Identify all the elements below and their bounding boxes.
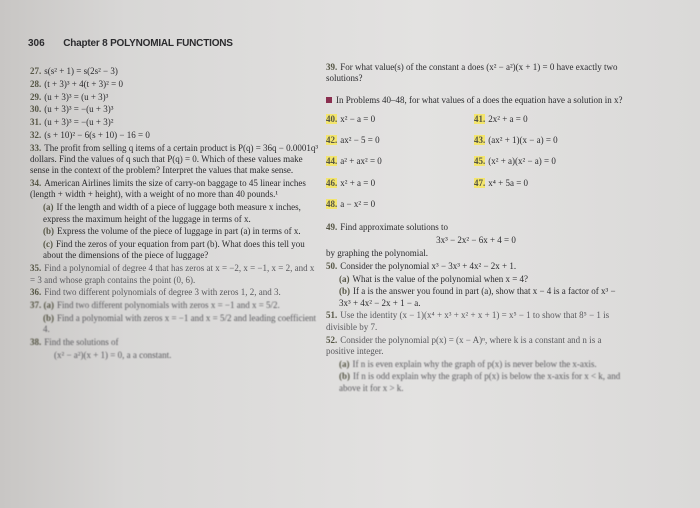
problem-27: 27. s(s² + 1) = s(2s² − 3): [30, 66, 118, 76]
problem-49-tail: by graphing the polynomial.: [326, 247, 428, 258]
problems-40-48: [326, 114, 626, 210]
problem-31: 31. (u + 3)³ = −(u + 3)²: [30, 117, 114, 128]
problem-46: 46. x² + a = 0: [326, 177, 376, 188]
problem-52b: (b) If n is odd explain why the graph of p(x) is below the x-axis for x < k, and above it for x > k.: [339, 371, 621, 393]
problem-43: 43. (ax² + 1)(x − a) = 0: [474, 135, 558, 146]
problem-28: 28. (t + 3)³ + 4(t + 3)² = 0: [30, 78, 123, 89]
problem-45: 45. (x² + a)(x² − a) = 0: [474, 156, 556, 167]
problem-52a: (a) If n is even explain why the graph of p(x) is never below the x-axis.: [339, 358, 597, 369]
problem-30: 30. (u + 3)³ = −(u + 3)³: [30, 104, 114, 115]
problem-34a: (a) If the length and width of a piece of luggage both measure x inches, express the maximum height of the luggage in terms of x.: [43, 202, 301, 224]
problem-52: 52. Consider the polynomial p(x) = (x − A)ⁿ, where k is a constant and n is a positive integer.: [326, 334, 602, 356]
problem-50b: (b) If a is the answer you found in part (a), show that x − 4 is a factor of x³ − 3x³ + 4x² − 2x + 1 − a.: [339, 286, 616, 308]
left-column: [30, 66, 320, 363]
problem-34: 34. American Airlines limits the size of carry-on baggage to 45 linear inches (length + width + height), with a weight of no more than 40 pounds.¹: [30, 178, 306, 200]
problem-37b: (b) Find a polynomial with zeros x = −1 and x = 5/2 and leading coefficient 4.: [43, 312, 317, 335]
problem-38-equation: (x² − a²)(x + 1) = 0, a a constant.: [54, 349, 172, 360]
page-number: 306: [28, 38, 45, 49]
chapter-title: Chapter 8 POLYNOMIAL FUNCTIONS: [63, 38, 233, 49]
page-header: [28, 38, 233, 49]
problem-49-equation: 3x³ − 2x² − 6x + 4 = 0: [436, 235, 516, 246]
problem-47: 47. x⁴ + 5a = 0: [474, 177, 529, 188]
problem-42: 42. ax² − 5 = 0: [326, 135, 380, 146]
problem-49: 49. Find approximate solutions to: [326, 222, 448, 233]
problem-51: 51. Use the identity (x − 1)(x⁴ + x³ + x² + x + 1) = x⁵ − 1 to show that 8⁵ − 1 is divisible by 7.: [326, 310, 610, 332]
problem-41: 41. 2x² + a = 0: [474, 113, 528, 124]
problem-29: 29. (u + 3)³ = (u + 3)³: [30, 91, 109, 102]
right-column: [326, 62, 626, 396]
problem-34b: (b) Express the volume of the piece of luggage in part (a) in terms of x.: [43, 226, 301, 237]
problem-34c: (c) Find the zeros of your equation from part (b). What does this tell you about the dimensions of the piece of luggage?: [43, 239, 305, 261]
problem-44: 44. a² + ax² = 0: [326, 156, 382, 167]
problem-32: 32. (s + 10)² − 6(s + 10) − 16 = 0: [30, 129, 150, 140]
problem-36: 36. Find two different polynomials of degree 3 with zeros 1, 2, and 3.: [30, 287, 281, 298]
problem-50: 50. Consider the polynomial x³ − 3x³ + 4x² − 2x + 1.: [326, 260, 517, 271]
problem-50a: (a) What is the value of the polynomial when x = 4?: [339, 273, 529, 284]
problem-40: 40. x² − a = 0: [326, 113, 376, 124]
problem-48: 48. a − x² = 0: [326, 199, 376, 210]
problem-37a: 37. (a) Find two different polynomials with zeros x = −1 and x = 5/2.: [30, 300, 280, 311]
problem-38: 38. Find the solutions of: [30, 337, 119, 348]
problem-35: 35. Find a polynomial of degree 4 that has zeros at x = −2, x = −1, x = 2, and x = 3 and whose graph contains the point (0, 6).: [30, 263, 315, 285]
problem-39: 39. For what value(s) of the constant a does (x² − a²)(x + 1) = 0 have exactly two solutions?: [326, 62, 618, 84]
section-marker-icon: [326, 97, 332, 103]
problems-intro: In Problems 40–48, for what values of a does the equation have a solution in x?: [326, 95, 626, 106]
problem-33: 33. The profit from selling q items of a certain product is P(q) = 36q − 0.0001q³ dollars. Find the values of q such that P(q) = 0. Which of these values make sense in the context of the problem? Interpret the values that make sense.: [30, 142, 319, 176]
